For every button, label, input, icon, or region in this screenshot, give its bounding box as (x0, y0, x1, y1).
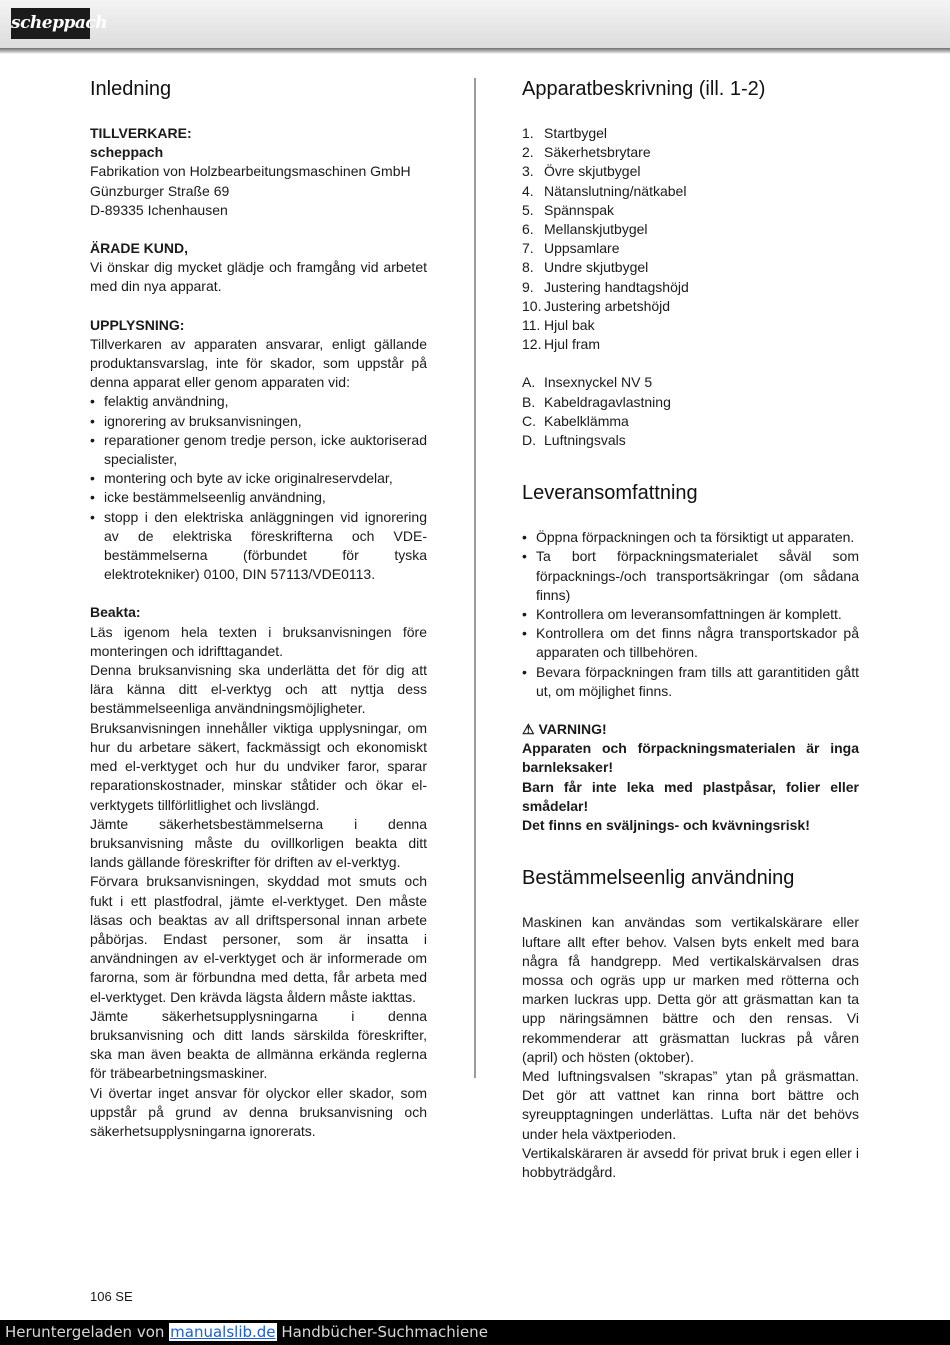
warning-block (522, 720, 859, 835)
list-item: 6. Mellanskjutbygel (522, 221, 648, 238)
list-item: 5. Spännspak (522, 201, 615, 218)
observe-paragraph: Denna bruksanvisning ska underlätta det för dig att lära känna ditt el-verktyg och att nyttja dess bestämmelseenliga användningsmöjligheter. (90, 662, 427, 717)
manufacturer-label: TILLVERKARE: (90, 125, 192, 141)
list-item: • Ta bort förpackningsmaterialet såväl som förpacknings-/och transportsäkringar (om sådana finns) (522, 547, 859, 605)
list-item: • felaktig användning, (90, 392, 427, 411)
page-header (0, 0, 950, 48)
list-item: 8. Undre skjutbygel (522, 259, 649, 276)
header-shadow (0, 48, 950, 54)
warning-line: Apparaten och förpackningsmaterialen är inga barnleksaker! (522, 740, 859, 776)
usage-paragraph: Vertikalskäraren är avsedd för privat bruk i egen eller i hobbyträdgård. (522, 1144, 859, 1180)
manualslib-link[interactable]: manualslib.de (170, 1323, 276, 1341)
manufacturer-name: scheppach (90, 144, 164, 161)
page-number: 106 SE (90, 1289, 133, 1304)
observe-paragraph: Jämte säkerhetsbestämmelserna i denna bruksanvisning måste du ovillkorligen beakta ditt lands gällande föreskrifter för driften av el-verktyg. (90, 815, 427, 871)
column-divider (474, 78, 476, 1078)
customer-label: ÄRADE KUND, (90, 240, 188, 257)
list-item: • Kontrollera om leveransomfattningen är komplett. (522, 605, 859, 624)
list-item: • montering och byte av icke originalreservdelar, (90, 469, 427, 488)
warning-line: Barn får inte leka med plastpåsar, folier eller smådelar! (522, 778, 859, 814)
right-column (522, 76, 859, 1182)
list-item: 12. Hjul fram (522, 336, 601, 353)
list-item: 2. Säkerhetsbrytare (522, 144, 651, 161)
list-item: 3. Övre skjutbygel (522, 163, 641, 180)
list-item: 7. Uppsamlare (522, 240, 620, 257)
list-item: • ignorering av bruksanvisningen, (90, 412, 427, 431)
footer-prefix: Heruntergeladen von (5, 1323, 170, 1341)
manufacturer-street: Günzburger Straße 69 (90, 182, 230, 199)
list-item: • Bevara förpackningen fram tills att garantitiden gått ut, om möjlighet finns. (522, 663, 859, 701)
list-item: • reparationer genom tredje person, icke auktoriserad specialister, (90, 431, 427, 469)
list-item: D. Luftningsvals (522, 432, 626, 449)
notice-label: UPPLYSNING: (90, 316, 185, 333)
download-footer (0, 1320, 950, 1345)
accessories-list (522, 373, 859, 450)
warning-triangle-icon: ⚠ (522, 721, 535, 738)
footer-suffix: Handbücher-Suchmachiene (276, 1323, 488, 1341)
list-item: • stopp i den elektriska anläggningen vid ignorering av de elektriska föreskrifterna och VDE-bestämmelserna (förbundet för tyska elektrotekniker) 0100, DIN 57113/VDE0113. (90, 508, 427, 585)
parts-list (522, 124, 859, 354)
list-item: 1. Startbygel (522, 125, 608, 141)
delivery-list (522, 528, 859, 701)
list-item: 10. Justering arbetshöjd (522, 297, 671, 314)
list-item: • Kontrollera om det finns några transportskador på apparaten och tillbehören. (522, 624, 859, 662)
left-column (90, 76, 427, 1141)
observe-paragraph: Vi övertar inget ansvar för olyckor eller skador, som uppstår på grund av denna bruksanvisning och säkerhetsupplysningarna ignorerats. (90, 1084, 427, 1139)
scheppach-logo: scheppach (11, 8, 90, 39)
list-item: B. Kabeldragavlastning (522, 393, 671, 410)
observe-paragraph: Jämte säkerhetsupplysningarna i denna bruksanvisning och ditt lands särskilda föreskrifter, ska man även beakta de allmänna erkända reglerna för träbearbetningsmaskiner. (90, 1007, 427, 1082)
customer-text: Vi önskar dig mycket glädje och framgång vid arbetet med din nya apparat. (90, 259, 427, 295)
usage-title: Bestämmelseenlig användning (522, 867, 795, 890)
intro-title: Inledning (90, 78, 172, 100)
list-item: • icke bestämmelseenlig användning, (90, 488, 427, 507)
list-item: 4. Nätanslutning/nätkabel (522, 182, 687, 199)
warning-line: Det finns en sväljnings- och kvävningsrisk! (522, 817, 810, 834)
list-item: 9. Justering handtagshöjd (522, 278, 689, 295)
warning-heading: ⚠ VARNING! (522, 721, 607, 738)
notice-list (90, 392, 427, 584)
usage-paragraph: Med luftningsvalsen ”skrapas” ytan på gräsmattan. Det gör att vattnet kan rinna bort bättre och syreupptagningen underlättas. Lufta när det behövs under hela växtperioden. (522, 1067, 859, 1142)
observe-paragraph: Förvara bruksanvisningen, skyddad mot smuts och fukt i ett plastfodral, jämte el-verktyget. Den måste läsas och beaktas av all driftspersonal innan arbete påbörjas. Endast personer, som är insatta i användningen av el-verktyget och är informerade om farorna, som är förbundna med detta, får arbeta med el-verktyget. Den krävda lägsta åldern måste iakttas. (90, 873, 427, 1005)
list-item: A. Insexnyckel NV 5 (522, 374, 653, 391)
delivery-title: Leveransomfattning (522, 482, 698, 505)
list-item: • Öppna förpackningen och ta försiktigt ut apparaten. (522, 528, 859, 547)
description-title: Apparatbeskrivning (ill. 1-2) (522, 78, 766, 100)
notice-text: Tillverkaren av apparaten ansvarar, enligt gällande produktansvarslag, inte för skador, som uppstår på denna apparat eller genom apparaten vid: (90, 335, 427, 391)
manufacturer-company: Fabrikation von Holzbearbeitungsmaschinen GmbH (90, 163, 411, 180)
usage-paragraph: Maskinen kan användas som vertikalskärare eller luftare allt efter behov. Valsen byts enkelt med bara några få handgrepp. Med vertikalskärvalsen dras mossa och ogräs upp ur marken med rötterna och marken luckras upp. Detta gör att gräsmattan kan ta upp näringsämnen bättre och den rensas. Vi rekommenderar att gräsmattan luckras på våren (april) och hösten (oktober). (522, 914, 859, 1065)
manufacturer-city: D-89335 Ichenhausen (90, 201, 228, 218)
list-item: 11. Hjul bak (522, 317, 595, 334)
list-item: C. Kabelklämma (522, 412, 629, 429)
observe-paragraph: Bruksanvisningen innehåller viktiga upplysningar, om hur du arbetare säkert, fackmässigt och ekonomiskt med el-verktyget och hur du undviker faror, sparar reparationskostnader, minskar ståtider och ökar el-verktygets tillförlitlighet och livslängd. (90, 719, 427, 813)
observe-paragraph: Läs igenom hela texten i bruksanvisningen före monteringen och idrifttagandet. (90, 623, 427, 659)
observe-label: Beakta: (90, 604, 141, 621)
